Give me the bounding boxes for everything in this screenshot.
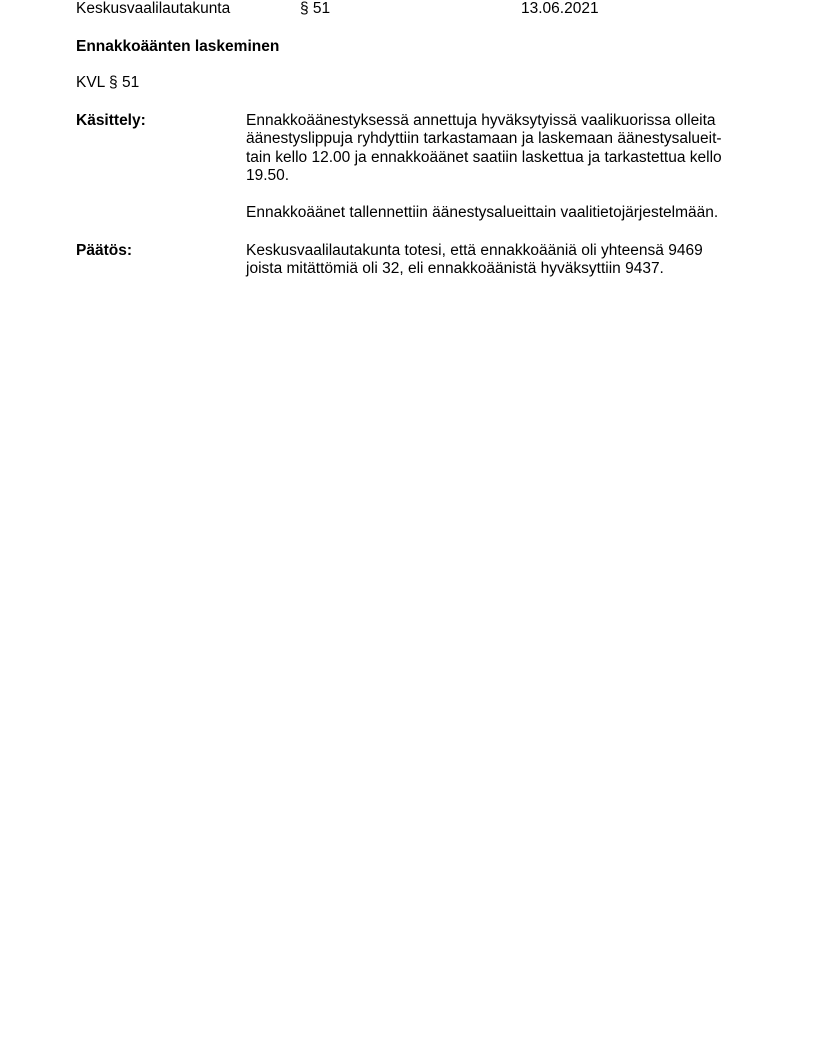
paatos-body	[246, 242, 746, 279]
kasittely-line: äänestyslippuja ryhdyttiin tarkastamaan ja laskemaan äänestysalueit-	[246, 130, 722, 148]
kasittely-line: 19.50.	[246, 166, 290, 184]
section-reference: KVL § 51	[76, 74, 140, 91]
kasittely-body	[246, 112, 746, 222]
paatos-line: joista mitättömiä oli 32, eli ennakkoäänistä hyväksyttiin 9437.	[246, 260, 664, 278]
header-section-number: § 51	[300, 0, 331, 17]
kasittely-paragraph-1	[246, 112, 746, 185]
document-title: Ennakkoäänten laskeminen	[76, 38, 280, 55]
kasittely-line: tain kello 12.00 ja ennakkoäänet saatiin laskettua ja tarkastettua kello	[246, 148, 722, 166]
header-organization: Keskusvaalilautakunta	[76, 0, 231, 17]
kasittely-label: Käsittely:	[76, 112, 146, 129]
document-header	[76, 0, 776, 20]
paatos-line: Keskusvaalilautakunta totesi, että ennakkoääniä oli yhteensä 9469	[246, 242, 703, 259]
kasittely-line: Ennakkoäänestyksessä annettuja hyväksytyissä vaalikuorissa olleita	[246, 112, 716, 129]
header-date: 13.06.2021	[521, 0, 599, 17]
paatos-paragraph	[246, 242, 746, 279]
kasittely-paragraph-2: Ennakkoäänet tallennettiin äänestysalueittain vaalitietojärjestelmään.	[246, 203, 719, 221]
paatos-label: Päätös:	[76, 242, 132, 259]
